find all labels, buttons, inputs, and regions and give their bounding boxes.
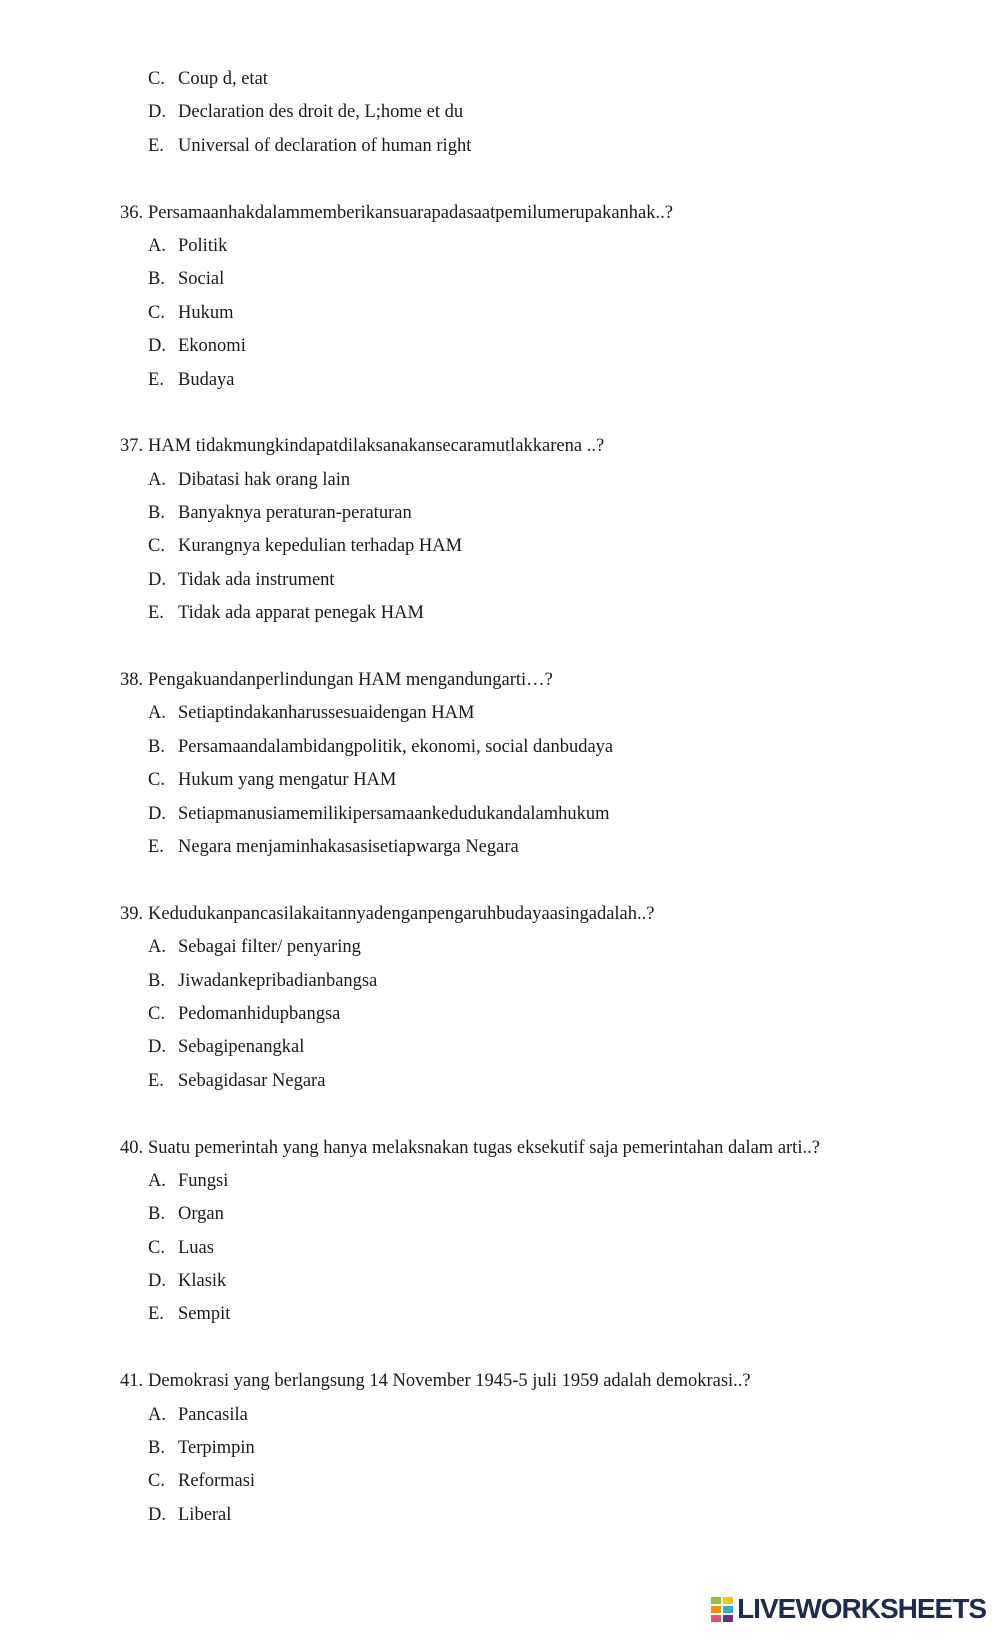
option-text: Fungsi <box>178 1170 229 1191</box>
liveworksheets-logo-icon <box>710 1595 734 1623</box>
option-text: Sebagipenangkal <box>178 1037 305 1058</box>
option-letter: C. <box>148 536 165 557</box>
option-text: Negara menjaminhakasasisetiapwarga Negara <box>178 836 519 857</box>
question-number: 37. <box>120 436 144 457</box>
option-d <box>0 1499 1000 1532</box>
option-c <box>0 1232 1000 1265</box>
option-text: Dibatasi hak orang lain <box>178 469 351 490</box>
option-text: Terpimpin <box>178 1438 255 1459</box>
option-d <box>0 564 1000 597</box>
question-text: Kedudukanpancasilakaitannyadenganpengaruhbudayaasingadalah..? <box>148 903 655 924</box>
logo-text: LIVEWORKSHEETS <box>737 1593 986 1624</box>
option-letter: A. <box>148 937 166 958</box>
option-text: Pancasila <box>178 1404 248 1425</box>
option-text: Banyaknya peraturan-peraturan <box>178 503 412 524</box>
option-text: Reformasi <box>178 1471 256 1492</box>
option-letter: D. <box>148 1037 166 1058</box>
option-d <box>0 798 1000 831</box>
question-38 <box>0 664 1000 697</box>
option-text: Coup d, etat <box>178 69 268 89</box>
option-text: Social <box>178 269 225 290</box>
option-letter: C. <box>148 302 165 323</box>
option-d <box>0 96 1000 129</box>
option-text: Budaya <box>178 369 235 390</box>
option-letter: A. <box>148 703 166 724</box>
option-a <box>0 1399 1000 1432</box>
question-number: 36. <box>120 202 144 223</box>
question-36 <box>0 197 1000 230</box>
option-d <box>0 1031 1000 1064</box>
question-text: Suatu pemerintah yang hanya melaksnakan tugas eksekutif saja pemerintahan dalam arti..? <box>148 1137 820 1158</box>
option-b <box>0 965 1000 998</box>
option-text: Liberal <box>178 1504 232 1525</box>
option-letter: E. <box>148 1304 164 1325</box>
option-letter: A. <box>148 469 166 490</box>
liveworksheets-logo <box>710 1593 986 1625</box>
option-letter: E. <box>148 603 164 624</box>
option-letter: D. <box>148 102 166 123</box>
option-text: Persamaandalambidangpolitik, ekonomi, social danbudaya <box>178 736 614 757</box>
option-d <box>0 1265 1000 1298</box>
option-letter: C. <box>148 1237 165 1258</box>
option-letter: A. <box>148 1170 166 1191</box>
option-c <box>0 297 1000 330</box>
option-letter: E. <box>148 135 164 156</box>
option-letter: C. <box>148 69 165 89</box>
option-d <box>0 330 1000 363</box>
option-e <box>0 130 1000 163</box>
question-39 <box>0 898 1000 931</box>
option-text: Declaration des droit de, L;home et du <box>178 102 464 123</box>
question-number: 40. <box>120 1137 144 1158</box>
option-a <box>0 230 1000 263</box>
option-e <box>0 1298 1000 1331</box>
option-letter: C. <box>148 1003 165 1024</box>
question-text: Demokrasi yang berlangsung 14 November 1945-5 juli 1959 adalah demokrasi..? <box>148 1371 751 1392</box>
option-b <box>0 497 1000 530</box>
option-letter: D. <box>148 803 166 824</box>
question-number: 39. <box>120 903 144 924</box>
option-e <box>0 831 1000 864</box>
option-c <box>0 1465 1000 1498</box>
option-a <box>0 464 1000 497</box>
option-e <box>0 1065 1000 1098</box>
option-text: Pedomanhidupbangsa <box>178 1003 341 1024</box>
option-letter: D. <box>148 1504 166 1525</box>
option-c <box>0 63 1000 96</box>
option-e <box>0 597 1000 630</box>
option-letter: C. <box>148 1471 165 1492</box>
option-text: Tidak ada instrument <box>178 569 335 590</box>
option-b <box>0 1198 1000 1231</box>
option-b <box>0 731 1000 764</box>
option-letter: B. <box>148 736 165 757</box>
option-text: Setiaptindakanharussesuaidengan HAM <box>178 703 475 724</box>
question-37 <box>0 430 1000 463</box>
option-text: Hukum <box>178 302 234 323</box>
spacer <box>0 1098 1000 1131</box>
option-text: Kurangnya kepedulian terhadap HAM <box>178 536 463 557</box>
option-text: Ekonomi <box>178 336 246 357</box>
option-text: Luas <box>178 1237 214 1258</box>
option-c <box>0 530 1000 563</box>
spacer <box>0 1332 1000 1365</box>
option-text: Klasik <box>178 1271 227 1292</box>
question-number: 38. <box>120 670 144 691</box>
option-a <box>0 1165 1000 1198</box>
question-text: Pengakuandanperlindungan HAM mengandungarti…? <box>148 670 553 691</box>
option-text: Universal of declaration of human right <box>178 135 472 156</box>
spacer <box>0 864 1000 897</box>
option-letter: E. <box>148 369 164 390</box>
worksheet-page <box>0 63 1000 1532</box>
option-b <box>0 263 1000 296</box>
option-b <box>0 1432 1000 1465</box>
option-letter: A. <box>148 1404 166 1425</box>
option-e <box>0 364 1000 397</box>
spacer <box>0 631 1000 664</box>
question-41 <box>0 1365 1000 1398</box>
option-letter: E. <box>148 1070 164 1091</box>
option-text: Hukum yang mengatur HAM <box>178 770 397 791</box>
question-text: HAM tidakmungkindapatdilaksanakansecaramutlakkarena ..? <box>148 436 605 457</box>
option-letter: A. <box>148 235 166 256</box>
option-letter: B. <box>148 970 165 991</box>
option-letter: E. <box>148 836 164 857</box>
option-text: Sebagidasar Negara <box>178 1070 326 1091</box>
option-text: Sempit <box>178 1304 231 1325</box>
option-letter: D. <box>148 336 166 357</box>
option-text: Sebagai filter/ penyaring <box>178 937 361 958</box>
option-a <box>0 697 1000 730</box>
question-text: Persamaanhakdalammemberikansuarapadasaatpemilumerupakanhak..? <box>148 202 673 223</box>
spacer <box>0 397 1000 430</box>
option-letter: B. <box>148 1438 165 1459</box>
question-number: 41. <box>120 1371 144 1392</box>
option-c <box>0 764 1000 797</box>
option-letter: B. <box>148 1204 165 1225</box>
option-letter: C. <box>148 770 165 791</box>
option-text: Tidak ada apparat penegak HAM <box>178 603 424 624</box>
question-40 <box>0 1132 1000 1165</box>
spacer <box>0 163 1000 196</box>
option-a <box>0 931 1000 964</box>
option-letter: B. <box>148 503 165 524</box>
option-c <box>0 998 1000 1031</box>
option-text: Jiwadankepribadianbangsa <box>178 970 378 991</box>
option-text: Setiapmanusiamemilikipersamaankedudukandalamhukum <box>178 803 610 824</box>
option-letter: D. <box>148 1271 166 1292</box>
option-letter: D. <box>148 569 166 590</box>
option-text: Politik <box>178 235 228 256</box>
option-text: Organ <box>178 1204 224 1225</box>
option-letter: B. <box>148 269 165 290</box>
